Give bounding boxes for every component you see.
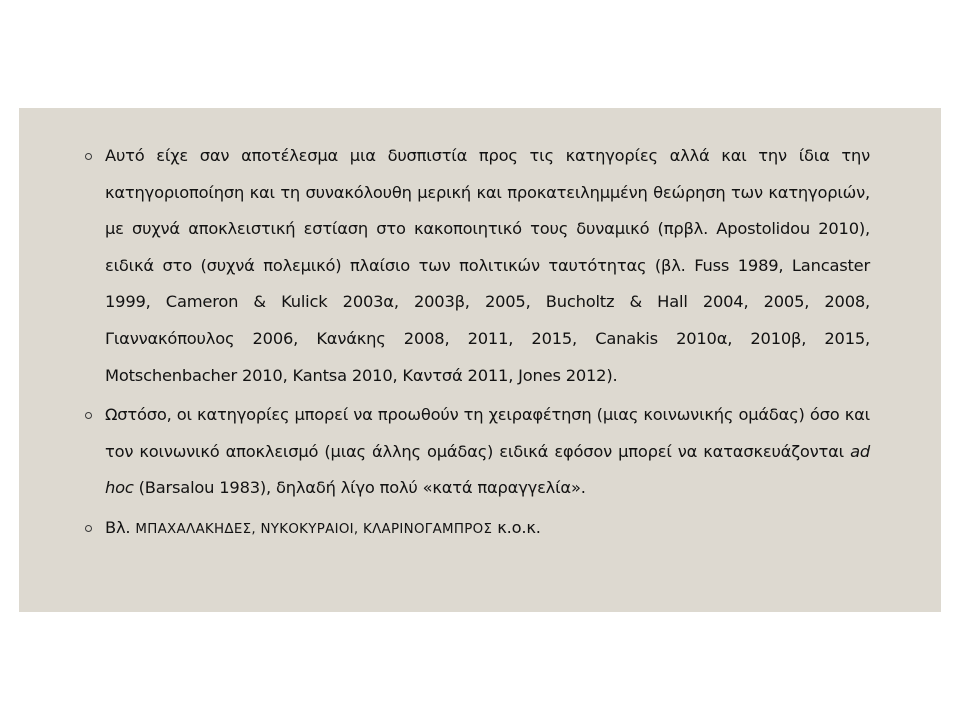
bullet-item-1 — [85, 138, 870, 394]
bullet-text-2-italic: ad hoc — [105, 441, 870, 498]
bullet-item-3 — [85, 510, 870, 549]
bullet-text-3-prefix: Βλ. — [105, 517, 131, 537]
bullet-item-2 — [85, 397, 870, 507]
bullet-list — [85, 138, 870, 552]
hollow-circle-bullet-icon — [85, 412, 92, 419]
hollow-circle-bullet-icon — [85, 525, 92, 532]
bullet-text-2-before: Ωστόσο, οι κατηγορίες μπορεί να προωθούν τη χειραφέτηση (μιας κοινωνικής ομάδας) όσο και τον κοινωνικό αποκλεισμό (μιας άλλης ομάδας) ειδικά εφόσον μπορεί να κατασκευάζονται — [105, 405, 870, 461]
bullet-text-1: Αυτό είχε σαν αποτέλεσμα μια δυσπιστία προς τις κατηγορίες αλλά και την ίδια την κατηγοριοποίηση και τη συνακόλουθη μερική και προκατειλημμένη θεώρηση των κατηγοριών, με συχνά αποκλειστική εστίαση στο κακοποιητικό τους δυναμικό (πρβλ. Apostolidou 2010), ειδικά στο (συχνά πολεμικό) πλαίσιο των πολιτικών ταυτότητας (βλ. Fuss 1989, Lancaster 1999, Cameron & Kulick 2003α, 2003β, 2005, Bucholtz & Hall 2004, 2005, 2008, Γιαννακόπουλος 2006, Κανάκης 2008, 2011, 2015, Canakis 2010α, 2010β, 2015, Motschenbacher 2010, Kantsa 2010, Καντσά 2011, Jones 2012). — [105, 146, 870, 385]
bullet-text-3-smallcaps: ΜΠΑΧΑΛΑΚΗΔΕΣ, ΝΥΚΟΚΥΡΑΙΟΙ, ΚΛΑΡΙΝΟΓΑΜΠΡΟΣ — [135, 521, 493, 537]
bullet-text-2-after: (Barsalou 1983), δηλαδή λίγο πολύ «κατά παραγγελία». — [138, 478, 586, 498]
bullet-text-3-suffix: κ.ο.κ. — [497, 517, 541, 537]
hollow-circle-bullet-icon — [85, 153, 92, 160]
